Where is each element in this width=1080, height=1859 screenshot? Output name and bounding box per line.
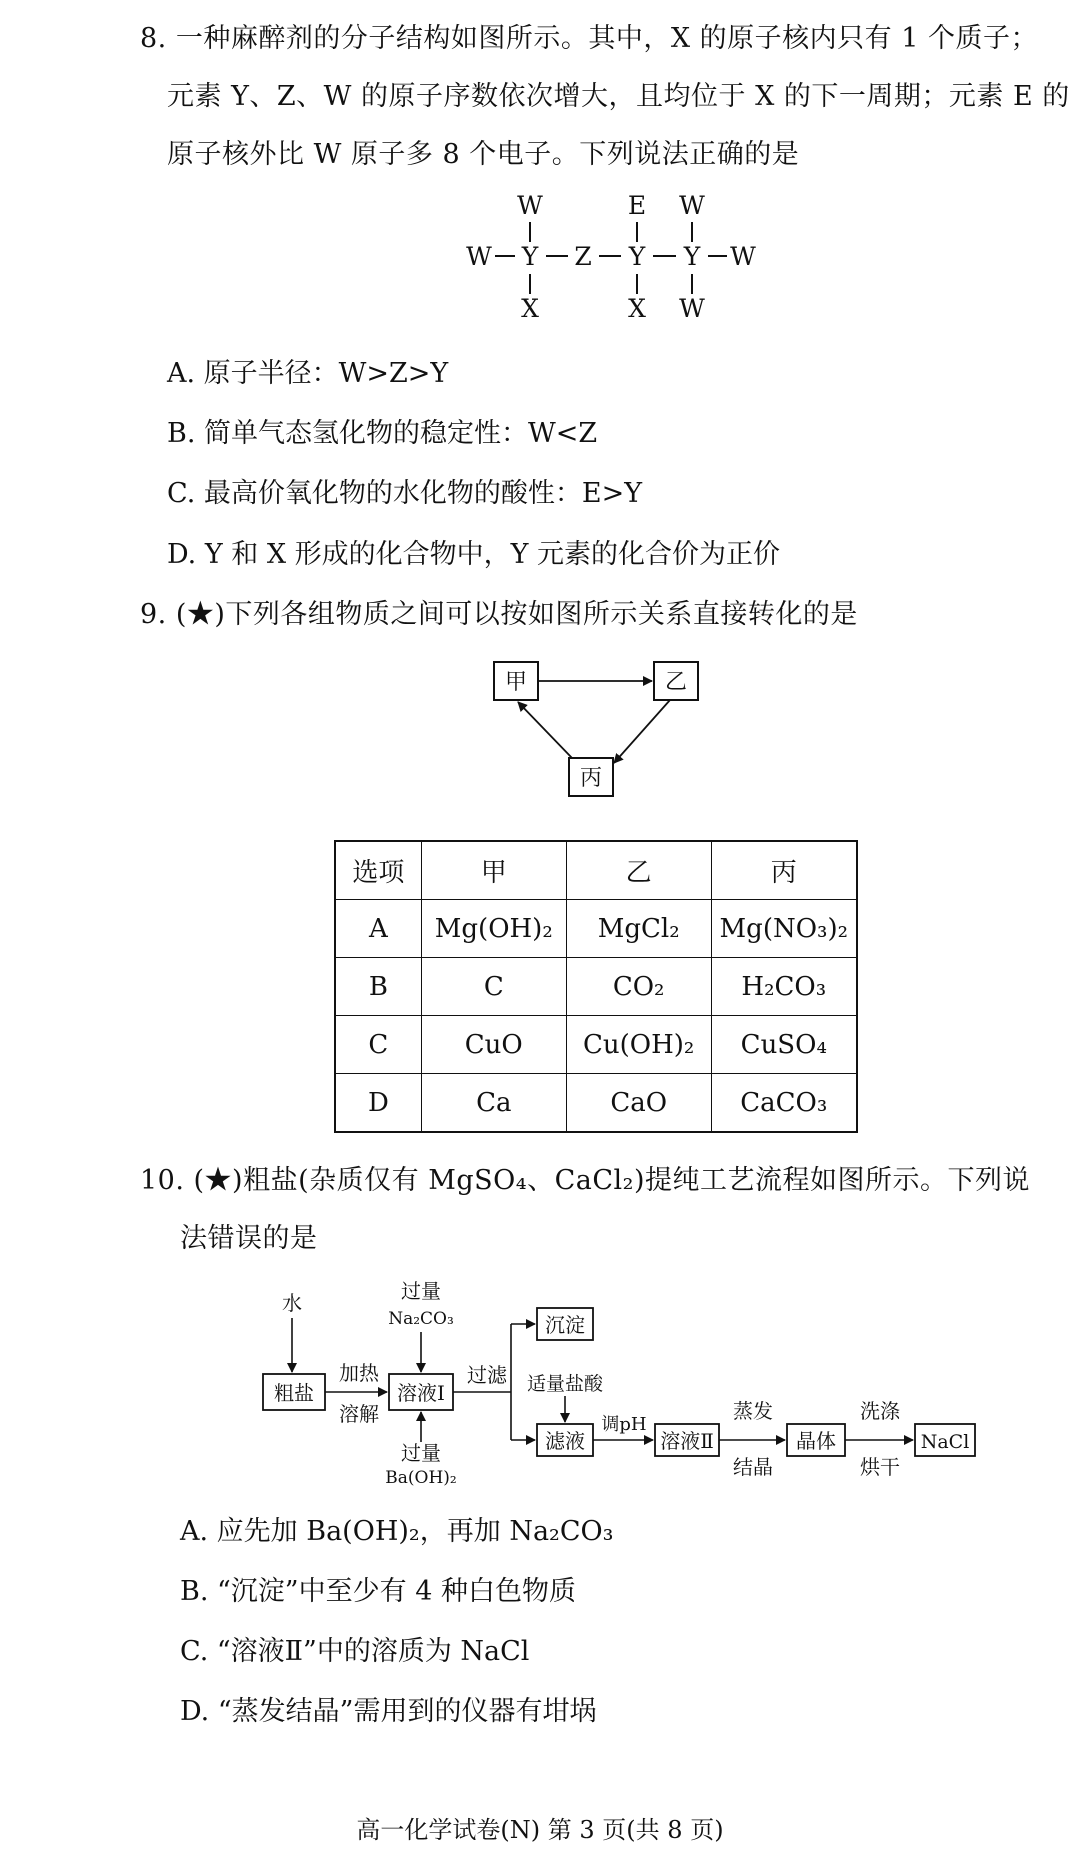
q8-option-b: B. 简单气态氢化物的稳定性：W<Z <box>167 418 598 449</box>
label-solution-1: 溶液Ⅰ <box>397 1381 445 1405</box>
label-water: 水 <box>282 1291 302 1315</box>
cell-jia: Ca <box>421 1074 566 1133</box>
table-row <box>335 900 857 958</box>
q9-stem: 9. (★)下列各组物质之间可以按如图所示关系直接转化的是 <box>140 599 858 630</box>
header-option: 选项 <box>335 841 421 900</box>
atom-x-bottom-left: X <box>521 294 539 323</box>
cell-jia: Mg(OH)₂ <box>421 900 566 958</box>
cell-option: B <box>335 958 421 1016</box>
q8-stem-line-2: 元素 Y、Z、W 的原子序数依次增大，且均位于 X 的下一周期；元素 E 的 <box>167 81 1070 112</box>
q9-conversion-diagram <box>480 655 715 805</box>
label-crystallize: 结晶 <box>733 1455 773 1479</box>
arrow-yi-to-bing <box>614 700 670 763</box>
q10-stem-line-1: 10. (★)粗盐(杂质仅有 MgSO₄、CaCl₂)提纯工艺流程如图所示。下列说 <box>140 1165 1030 1196</box>
cell-bing: H₂CO₃ <box>711 958 857 1016</box>
atom-x-bottom-mid: X <box>628 294 646 323</box>
atom-w-top-left: W <box>517 192 543 220</box>
label-nacl: NaCl <box>920 1431 970 1453</box>
label-crystal: 晶体 <box>796 1429 836 1453</box>
table-header-row <box>335 841 857 900</box>
label-evaporate: 蒸发 <box>733 1399 773 1423</box>
label-jia: 甲 <box>504 670 528 695</box>
atom-y-2: Y <box>628 242 646 271</box>
q10-stem-line-2: 法错误的是 <box>180 1223 318 1254</box>
label-filtrate: 滤液 <box>545 1429 585 1453</box>
header-bing: 丙 <box>711 841 857 900</box>
q10-option-a: A. 应先加 Ba(OH)₂，再加 Na₂CO₃ <box>180 1516 614 1547</box>
arrow-bing-to-jia <box>518 702 572 758</box>
atom-w-top-right: W <box>679 192 705 220</box>
label-heat: 加热 <box>339 1361 379 1385</box>
label-dissolve: 溶解 <box>339 1402 379 1426</box>
atom-y-3: Y <box>683 242 701 271</box>
cell-jia: C <box>421 958 566 1016</box>
label-filter: 过滤 <box>467 1363 507 1387</box>
cell-bing: Mg(NO₃)₂ <box>711 900 857 958</box>
cell-bing: CuSO₄ <box>711 1016 857 1074</box>
cell-option: D <box>335 1074 421 1133</box>
label-dry: 烘干 <box>860 1455 900 1479</box>
q8-molecular-structure <box>455 192 780 332</box>
cell-yi: CO₂ <box>566 958 711 1016</box>
atom-z: Z <box>574 242 592 271</box>
cell-option: C <box>335 1016 421 1074</box>
label-baoh2: Ba(OH)₂ <box>385 1468 457 1488</box>
q10-option-c: C. “溶液Ⅱ”中的溶质为 NaCl <box>180 1636 530 1667</box>
cell-yi: MgCl₂ <box>566 900 711 958</box>
label-excess-bottom: 过量 <box>401 1441 441 1465</box>
label-solution-2: 溶液Ⅱ <box>660 1429 714 1453</box>
label-adjust-ph: 调pH <box>601 1414 647 1435</box>
page-footer: 高一化学试卷(N) 第 3 页(共 8 页) <box>356 1816 724 1844</box>
atom-w-right: W <box>730 242 756 271</box>
header-jia: 甲 <box>421 841 566 900</box>
table-row <box>335 958 857 1016</box>
q8-option-a: A. 原子半径：W>Z>Y <box>167 358 449 389</box>
cell-yi: Cu(OH)₂ <box>566 1016 711 1074</box>
q8-stem-line-1: 8. 一种麻醉剂的分子结构如图所示。其中，X 的原子核内只有 1 个质子； <box>140 23 1038 54</box>
label-na2co3: Na₂CO₃ <box>388 1309 454 1329</box>
q9-options-table <box>334 840 858 1133</box>
atom-e-top: E <box>627 192 647 220</box>
label-excess-top: 过量 <box>401 1279 441 1303</box>
header-yi: 乙 <box>566 841 711 900</box>
cell-option: A <box>335 900 421 958</box>
label-hcl: 适量盐酸 <box>526 1373 604 1395</box>
label-yi: 乙 <box>664 670 688 695</box>
label-crude-salt: 粗盐 <box>274 1381 314 1405</box>
cell-yi: CaO <box>566 1074 711 1133</box>
q8-option-c: C. 最高价氧化物的水化物的酸性：E>Y <box>167 478 643 509</box>
table-row <box>335 1074 857 1133</box>
label-wash: 洗涤 <box>860 1399 900 1423</box>
atom-w-left: W <box>466 242 492 271</box>
q8-option-d: D. Y 和 X 形成的化合物中，Y 元素的化合价为正价 <box>167 539 781 570</box>
q10-option-d: D. “蒸发结晶”需用到的仪器有坩埚 <box>180 1696 597 1727</box>
label-bing: 丙 <box>579 766 603 791</box>
atom-y-1: Y <box>521 242 539 271</box>
q10-purification-flowchart <box>255 1278 1000 1488</box>
cell-jia: CuO <box>421 1016 566 1074</box>
table-row <box>335 1016 857 1074</box>
q8-stem-line-3: 原子核外比 W 原子多 8 个电子。下列说法正确的是 <box>167 139 800 170</box>
cell-bing: CaCO₃ <box>711 1074 857 1133</box>
label-precipitate: 沉淀 <box>545 1313 585 1337</box>
atom-w-bottom-right: W <box>679 294 705 323</box>
q10-option-b: B. “沉淀”中至少有 4 种白色物质 <box>180 1576 576 1607</box>
